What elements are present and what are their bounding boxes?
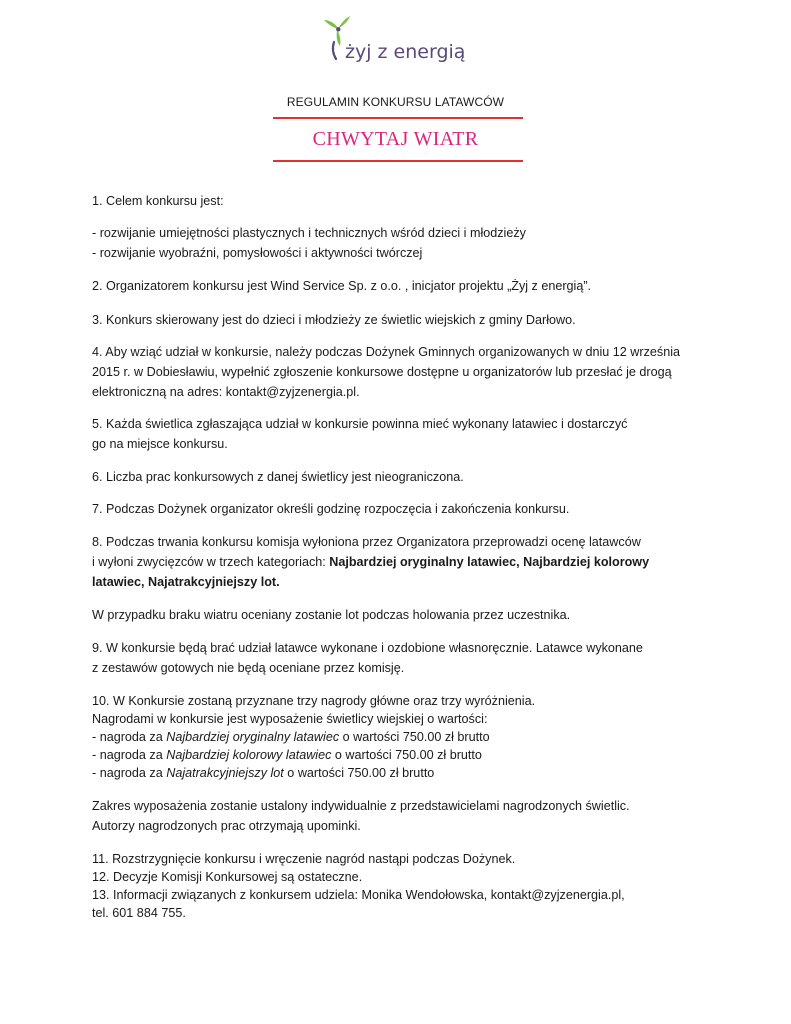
award-prefix: - nagroda za: [92, 766, 167, 780]
rule-13: 13. Informacji związanych z konkursem udziela: Monika Wendołowska, kontakt@zyjzenergia.pl,: [92, 888, 625, 902]
rule-11: 11. Rozstrzygnięcie konkursu i wręczenie nagród nastąpi podczas Dożynek.: [92, 852, 516, 866]
rule-4-line-2: 2015 r. w Dobiesławiu, wypełnić zgłoszenie konkursowe dostępne u organizatorów lub przesłać je drogą: [92, 365, 672, 379]
award-prefix: - nagroda za: [92, 730, 167, 744]
rule-5: [92, 414, 702, 454]
rule-8-line-3: [92, 572, 702, 592]
rule-8-line-2-text: i wyłoni zwycięzców w trzech kategoriach:: [92, 555, 330, 569]
award-value: o wartości 750.00 zł brutto: [283, 766, 435, 780]
rule-8-categories-cont: latawiec, Najatrakcyjniejszy lot.: [92, 575, 280, 589]
rule-10-line-2: Nagrodami w konkursie jest wyposażenie świetlicy wiejskiej o wartości:: [92, 712, 488, 726]
award-item-2: [92, 746, 702, 764]
rule-3: 3. Konkurs skierowany jest do dzieci i młodzieży ze świetlic wiejskich z gminy Darłowo.: [92, 313, 576, 327]
rule-1-item-1: - rozwijanie umiejętności plastycznych i technicznych wśród dzieci i młodzieży: [92, 226, 526, 240]
rule-4-line-3: elektroniczną na adres: kontakt@zyjzenergia.pl.: [92, 385, 360, 399]
equipment-note-line-1: Zakres wyposażenia zostanie ustalony indywidualnie z przedstawicielami nagrodzonych świetlic.: [92, 799, 630, 813]
award-value: o wartości 750.00 zł brutto: [331, 748, 482, 762]
rule-1-item-2: - rozwijanie wyobraźni, pomysłowości i aktywności twórczej: [92, 246, 423, 260]
rule-12: 12. Decyzje Komisji Konkursowej są ostateczne.: [92, 870, 363, 884]
rules-11-13: [92, 850, 702, 922]
award-category-3: Najatrakcyjniejszy lot: [166, 766, 284, 780]
rule-8-line-1: 8. Podczas trwania konkursu komisja wyłoniona przez Organizatora przeprowadzi ocenę latawców: [92, 535, 641, 549]
rule-9-line-2: z zestawów gotowych nie będą oceniane przez komisję.: [92, 661, 405, 675]
rule-8-note: W przypadku braku wiatru oceniany zostanie lot podczas holowania przez uczestnika.: [92, 608, 571, 622]
equipment-note-line-2: Autorzy nagrodzonych prac otrzymają upominki.: [92, 819, 361, 833]
title-rule-bottom: [273, 160, 523, 162]
award-item-3: [92, 764, 702, 782]
rule-8-categories: Najbardziej oryginalny latawiec, Najbardziej kolorowy: [329, 555, 650, 569]
rule-8-line-2: [92, 552, 702, 572]
contact-phone: tel. 601 884 755.: [92, 906, 186, 920]
rule-7: 7. Podczas Dożynek organizator określi godzinę rozpoczęcia i zakończenia konkursu.: [92, 502, 570, 516]
document-title: CHWYTAJ WIATR: [312, 128, 479, 150]
rule-1-heading: 1. Celem konkursu jest:: [92, 194, 224, 208]
rule-9: [92, 638, 702, 678]
rule-8: [92, 532, 702, 592]
rule-1-list: [92, 223, 702, 263]
award-category-1: Najbardziej oryginalny latawiec: [166, 730, 340, 744]
rule-4-line-1: 4. Aby wziąć udział w konkursie, należy podczas Dożynek Gminnych organizowanych w dniu 12 września: [92, 345, 680, 359]
logo-text: żyj z energią: [345, 41, 466, 63]
title-rule-top: [273, 117, 523, 119]
rule-6: 6. Liczba prac konkursowych z danej świetlicy jest nieograniczona.: [92, 470, 464, 484]
rule-5-line-1: 5. Każda świetlica zgłaszająca udział w konkursie powinna mieć wykonany latawiec i dostarczyć: [92, 417, 628, 431]
rule-9-line-1: 9. W konkursie będą brać udział latawce wykonane i ozdobione własnoręcznie. Latawce wykonane: [92, 641, 643, 655]
rule-2: 2. Organizatorem konkursu jest Wind Service Sp. z o.o. , inicjator projektu „Żyj z energią”.: [92, 279, 592, 293]
document-subtitle: REGULAMIN KONKURSU LATAWCÓW: [286, 95, 505, 109]
equipment-note: [92, 796, 702, 836]
award-prefix: - nagroda za: [92, 748, 167, 762]
rule-10-line-1: 10. W Konkursie zostaną przyznane trzy nagrody główne oraz trzy wyróżnienia.: [92, 694, 536, 708]
rule-4: [92, 342, 702, 402]
award-item-1: [92, 728, 702, 746]
award-value: o wartości 750.00 zł brutto: [339, 730, 490, 744]
rule-5-line-2: go na miejsce konkursu.: [92, 437, 228, 451]
logo: [322, 14, 472, 70]
award-category-2: Najbardziej kolorowy latawiec: [166, 748, 332, 762]
rule-10: [92, 692, 702, 782]
